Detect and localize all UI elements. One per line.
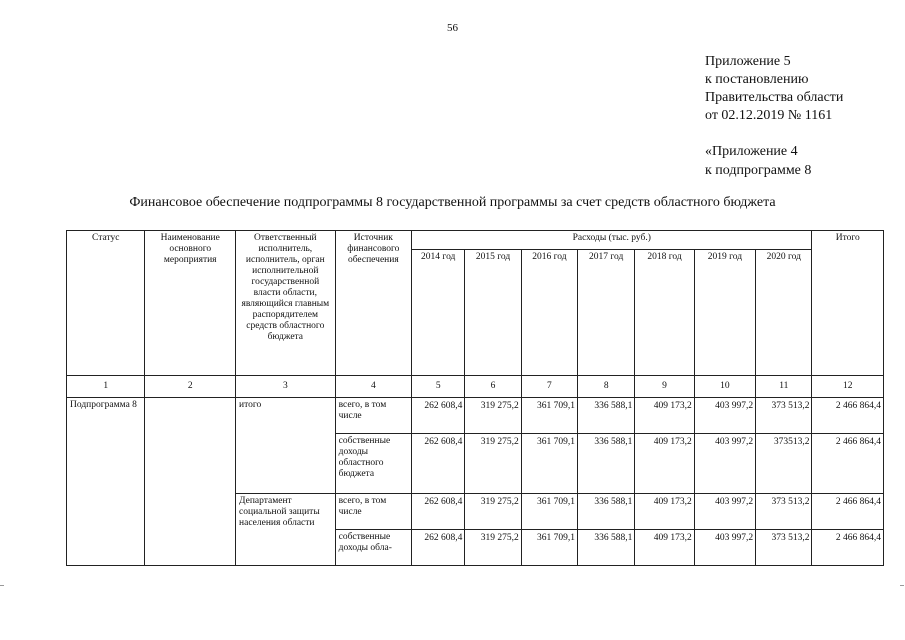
column-index: 5: [412, 376, 465, 398]
total-cell: 2 466 864,4: [812, 434, 884, 494]
column-index: 10: [694, 376, 755, 398]
header-year: 2015 год: [465, 250, 521, 376]
column-index: 1: [67, 376, 145, 398]
value-cell: 409 173,2: [635, 398, 694, 434]
value-cell: 361 709,1: [521, 434, 577, 494]
value-cell: 336 588,1: [578, 494, 635, 530]
header-year: 2020 год: [756, 250, 812, 376]
column-index: 2: [145, 376, 236, 398]
document-title: Финансовое обеспечение подпрограммы 8 государственной программы за счет средств областного бюджета: [129, 195, 776, 210]
financing-table: [66, 230, 884, 566]
value-cell: 373 513,2: [756, 494, 812, 530]
value-cell: 262 608,4: [412, 434, 465, 494]
header-total: Итого: [812, 231, 884, 376]
status-cell: Подпрограмма 8: [67, 398, 145, 566]
value-cell: 319 275,2: [465, 494, 521, 530]
sub-appendix-line: «Приложение 4: [705, 144, 798, 159]
appendix-line: Приложение 5: [705, 54, 791, 69]
value-cell: 373513,2: [756, 434, 812, 494]
source-cell: всего, в том числе: [335, 398, 411, 434]
source-cell: собственные доходы областного бюджета: [335, 434, 411, 494]
header-name: Наименование основного мероприятия: [145, 231, 236, 376]
header-expenses: Расходы (тыс. руб.): [412, 231, 812, 250]
sub-appendix-line: к подпрограмме 8: [705, 163, 812, 178]
total-cell: 2 466 864,4: [812, 398, 884, 434]
header-responsible: Ответственный исполнитель, исполнитель, орган исполнительной государственной власти области, являющийся главным распорядителем средств областного бюджета: [236, 231, 336, 376]
total-cell: 2 466 864,4: [812, 530, 884, 566]
source-cell: всего, в том числе: [335, 494, 411, 530]
value-cell: 262 608,4: [412, 494, 465, 530]
column-index: 3: [236, 376, 336, 398]
value-cell: 361 709,1: [521, 398, 577, 434]
column-index: 11: [756, 376, 812, 398]
value-cell: 319 275,2: [465, 530, 521, 566]
header-year: 2018 год: [635, 250, 694, 376]
header-row: [67, 231, 884, 250]
value-cell: 373 513,2: [756, 398, 812, 434]
header-status: Статус: [67, 231, 145, 376]
value-cell: 361 709,1: [521, 494, 577, 530]
scan-edge-mark: [0, 585, 4, 587]
activity-name-cell: [145, 398, 236, 566]
responsible-cell: Департамент социальной защиты населения области: [236, 494, 336, 566]
value-cell: 403 997,2: [694, 398, 755, 434]
appendix-line: Правительства области: [705, 90, 844, 105]
sub-appendix-block: [705, 142, 811, 180]
header-source: Источник финансового обеспечения: [335, 231, 411, 376]
appendix-block: [705, 53, 843, 125]
column-index: 12: [812, 376, 884, 398]
value-cell: 262 608,4: [412, 530, 465, 566]
responsible-cell: итого: [236, 398, 336, 494]
header-year: 2017 год: [578, 250, 635, 376]
value-cell: 409 173,2: [635, 434, 694, 494]
column-index-row: [67, 376, 884, 398]
value-cell: 336 588,1: [578, 434, 635, 494]
header-year: 2014 год: [412, 250, 465, 376]
column-index: 9: [635, 376, 694, 398]
appendix-line: от 02.12.2019 № 1161: [705, 108, 833, 123]
value-cell: 373 513,2: [756, 530, 812, 566]
column-index: 7: [521, 376, 577, 398]
value-cell: 262 608,4: [412, 398, 465, 434]
value-cell: 319 275,2: [465, 434, 521, 494]
header-year: 2019 год: [694, 250, 755, 376]
value-cell: 336 588,1: [578, 398, 635, 434]
appendix-line: к постановлению: [705, 72, 809, 87]
total-cell: 2 466 864,4: [812, 494, 884, 530]
value-cell: 336 588,1: [578, 530, 635, 566]
value-cell: 319 275,2: [465, 398, 521, 434]
source-cell: собственные доходы обла-: [335, 530, 411, 566]
table-row: [67, 398, 884, 434]
value-cell: 409 173,2: [635, 530, 694, 566]
scan-edge-mark: [900, 585, 904, 587]
value-cell: 409 173,2: [635, 494, 694, 530]
header-year: 2016 год: [521, 250, 577, 376]
page-number: 56: [447, 22, 458, 34]
value-cell: 403 997,2: [694, 434, 755, 494]
value-cell: 403 997,2: [694, 530, 755, 566]
column-index: 4: [335, 376, 411, 398]
column-index: 8: [578, 376, 635, 398]
column-index: 6: [465, 376, 521, 398]
value-cell: 361 709,1: [521, 530, 577, 566]
value-cell: 403 997,2: [694, 494, 755, 530]
